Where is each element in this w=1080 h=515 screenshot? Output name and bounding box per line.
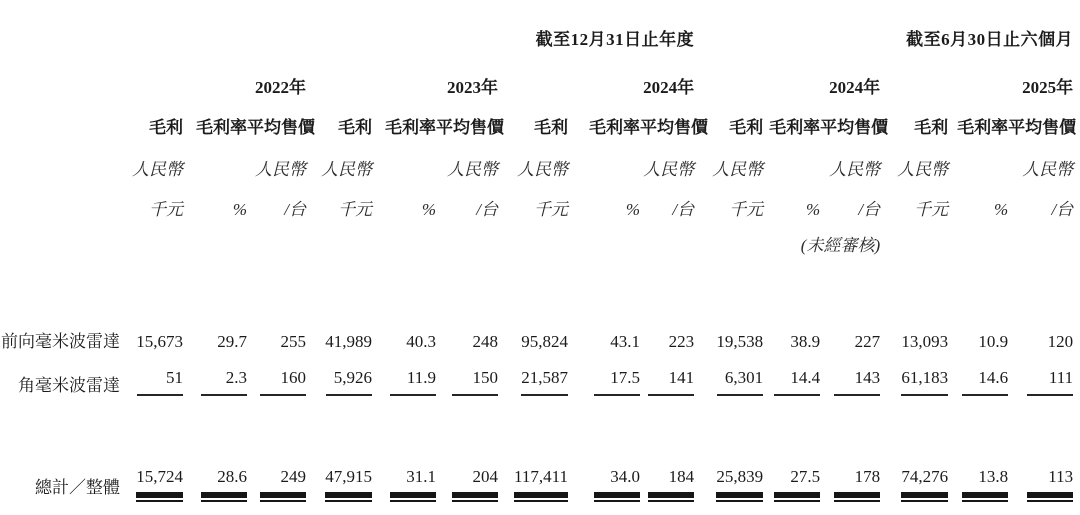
unit-fy2022-asp: 人民幣 [255,160,306,180]
section-header-annual: 截至12月31日止年度 [535,30,695,50]
value-forward-radar-fy2024-gross-profit: 95,824 [521,332,568,352]
value-forward-radar-fy2022-asp: 255 [280,332,306,352]
corner-spacer [0,50,120,98]
value-underlined: 14.6 [962,369,1008,396]
unit-fy2023-gross-profit: 千元 [338,200,372,220]
corner-spacer [0,0,120,50]
value-double-underlined: 204 [452,468,498,498]
unit-fy2024-gross-profit: 千元 [534,200,568,220]
unit-fy2023-asp: 人民幣 [447,160,498,180]
value-double-underlined: 184 [648,468,694,498]
value-double-underlined: 28.6 [201,468,247,498]
unit-fy2022-gross-margin [183,138,247,180]
value-double-underlined: 47,915 [325,468,372,498]
value-underlined: 2.3 [201,369,247,396]
spacer [0,396,1073,454]
note-spacer [880,220,1073,256]
unaudited-note: (未經審核) [800,236,881,256]
unit-row-2 [0,180,1073,220]
unit-fy2024-asp: 人民幣 [643,160,695,180]
metric-header-fy2022-asp: 平均售價 [247,118,315,138]
unaudited-note-row [0,220,1073,256]
value-double-underlined: 15,724 [136,468,183,498]
value-double-underlined: 249 [260,468,306,498]
value-total-h1-2024-asp [820,454,880,498]
corner-spacer [0,180,120,220]
value-forward-radar-fy2022-gross-profit: 15,673 [136,332,183,352]
unit-h1-2024-gross-profit: 千元 [729,200,764,220]
value-total-fy2024-asp [640,454,694,498]
metric-header-fy2023-asp: 平均售價 [436,118,504,138]
corner-spacer [0,220,120,256]
value-underlined: 14.4 [774,369,820,396]
unit-h1-2024-gross-margin: % [805,200,821,220]
note-spacer [120,220,694,256]
value-double-underlined: 178 [834,468,880,498]
value-double-underlined: 117,411 [514,468,568,498]
table-row-total [0,454,1073,498]
unit-fy2023-gross-margin [372,138,436,180]
metric-header-h1-2025-gross-profit: 毛利 [914,118,949,138]
value-forward-radar-h1-2024-gross-profit: 19,538 [716,332,764,352]
value-underlined: 51 [137,369,183,396]
value-underlined: 61,183 [901,369,948,396]
row-label-total: 總計／整體 [35,478,120,498]
year-header-h1-2025: 2025年 [1022,78,1074,98]
value-corner-radar-fy2022-gross-margin [183,352,247,396]
corner-spacer [0,98,120,138]
value-double-underlined: 113 [1027,468,1073,498]
metric-header-fy2022-gross-margin: 毛利率 [196,118,247,138]
metric-header-fy2024-gross-profit: 毛利 [534,118,568,138]
metric-header-fy2024-asp: 平均售價 [640,118,708,138]
value-total-fy2023-gross-profit [306,454,372,498]
value-total-fy2022-gross-profit [120,454,183,498]
metric-header-fy2023-gross-margin: 毛利率 [385,118,436,138]
metric-header-h1-2025-asp: 平均售價 [1008,118,1077,138]
year-header-fy2022: 2022年 [255,78,306,98]
value-underlined: 11.9 [390,369,436,396]
unit-fy2024-gross-margin [568,138,640,180]
unit-h1-2024-asp: 人民幣 [829,160,881,180]
year-header-fy2024: 2024年 [643,78,695,98]
value-underlined: 111 [1027,369,1073,396]
table-row-corner-radar [0,352,1073,396]
value-double-underlined: 25,839 [716,468,763,498]
value-forward-radar-h1-2024-asp: 227 [854,332,881,352]
value-forward-radar-h1-2025-asp: 120 [1047,332,1074,352]
value-corner-radar-fy2024-gross-margin [568,352,640,396]
value-total-fy2023-gross-margin [372,454,436,498]
value-forward-radar-fy2024-gross-margin: 43.1 [610,332,640,352]
value-double-underlined: 74,276 [901,468,948,498]
value-underlined: 17.5 [594,369,640,396]
value-underlined: 143 [834,369,880,396]
value-total-fy2022-gross-margin [183,454,247,498]
value-total-h1-2025-gross-profit [880,454,948,498]
unit-h1-2024-gross-margin [763,138,820,180]
value-total-h1-2025-asp [1008,454,1073,498]
unit-fy2023-asp: /台 [476,200,498,220]
value-forward-radar-fy2023-gross-profit: 41,989 [325,332,372,352]
value-underlined: 141 [648,369,694,396]
value-corner-radar-fy2024-gross-profit [498,352,568,396]
metric-header-h1-2024-gross-profit: 毛利 [729,118,764,138]
unit-fy2022-gross-margin: % [232,200,247,220]
metric-header-h1-2024-asp: 平均售價 [820,118,889,138]
value-corner-radar-fy2023-gross-margin [372,352,436,396]
value-underlined: 6,301 [717,369,763,396]
value-total-h1-2024-gross-profit [694,454,763,498]
value-corner-radar-h1-2025-gross-profit [880,352,948,396]
value-forward-radar-h1-2025-gross-profit: 13,093 [901,332,949,352]
unit-h1-2025-asp: 人民幣 [1022,160,1074,180]
metric-header-fy2022-gross-profit: 毛利 [149,118,183,138]
value-forward-radar-h1-2025-gross-margin: 10.9 [978,332,1009,352]
value-corner-radar-h1-2024-gross-profit [694,352,763,396]
value-total-fy2024-gross-margin [568,454,640,498]
value-underlined: 160 [260,369,306,396]
year-header-h1-2024: 2024年 [829,78,881,98]
value-double-underlined: 31.1 [390,468,436,498]
row-label-forward-radar: 前向毫米波雷達 [1,332,120,352]
value-corner-radar-h1-2024-asp [820,352,880,396]
unit-row-1 [0,138,1073,180]
unit-fy2024-gross-margin: % [625,200,640,220]
value-underlined: 5,926 [326,369,372,396]
unit-fy2024-asp: /台 [672,200,695,220]
unit-fy2022-gross-profit: 人民幣 [132,160,183,180]
value-total-fy2023-asp [436,454,498,498]
value-forward-radar-fy2024-asp: 223 [668,332,695,352]
metric-header-h1-2024-gross-margin: 毛利率 [769,118,821,138]
unit-fy2022-asp: /台 [284,200,306,220]
value-corner-radar-h1-2025-asp [1008,352,1073,396]
spacer-row [0,256,1073,312]
unit-h1-2024-asp: /台 [858,200,881,220]
value-corner-radar-fy2022-gross-profit [120,352,183,396]
value-forward-radar-fy2023-asp: 248 [472,332,498,352]
unit-h1-2024-gross-profit: 人民幣 [712,160,764,180]
metric-header-fy2024-gross-margin: 毛利率 [589,118,640,138]
value-forward-radar-fy2022-gross-margin: 29.7 [217,332,247,352]
value-forward-radar-h1-2024-gross-margin: 38.9 [790,332,821,352]
value-total-fy2024-gross-profit [498,454,568,498]
value-total-h1-2025-gross-margin [948,454,1008,498]
unit-h1-2025-asp: /台 [1051,200,1074,220]
value-corner-radar-fy2023-gross-profit [306,352,372,396]
row-label-corner-radar: 角毫米波雷達 [18,376,120,396]
unit-h1-2025-gross-profit: 人民幣 [897,160,949,180]
unit-h1-2025-gross-margin: % [993,200,1009,220]
unit-fy2023-gross-profit: 人民幣 [321,160,372,180]
spacer-row [0,396,1073,454]
table-row-forward-radar [0,312,1073,352]
value-underlined: 21,587 [521,369,568,396]
value-double-underlined: 13.8 [962,468,1008,498]
unit-fy2023-gross-margin: % [421,200,436,220]
value-corner-radar-h1-2025-gross-margin [948,352,1008,396]
value-corner-radar-h1-2024-gross-margin [763,352,820,396]
section-header-interim: 截至6月30日止六個月 [906,30,1074,50]
value-forward-radar-fy2023-gross-margin: 40.3 [406,332,436,352]
value-underlined: 150 [452,369,498,396]
value-total-h1-2024-gross-margin [763,454,820,498]
spacer [0,256,1073,312]
corner-spacer [0,138,120,180]
value-corner-radar-fy2024-asp [640,352,694,396]
year-header-row [0,50,1073,98]
unit-h1-2025-gross-margin [948,138,1008,180]
metric-header-h1-2025-gross-margin: 毛利率 [957,118,1009,138]
value-total-fy2022-asp [247,454,306,498]
metric-header-row [0,98,1073,138]
unit-fy2022-gross-profit: 千元 [149,200,183,220]
unit-h1-2025-gross-profit: 千元 [914,200,949,220]
value-corner-radar-fy2023-asp [436,352,498,396]
value-double-underlined: 34.0 [594,468,640,498]
section-header-row [0,0,1073,50]
metric-header-fy2023-gross-profit: 毛利 [338,118,372,138]
value-double-underlined: 27.5 [774,468,820,498]
value-corner-radar-fy2022-asp [247,352,306,396]
unit-fy2024-gross-profit: 人民幣 [517,160,568,180]
year-header-fy2023: 2023年 [447,78,498,98]
